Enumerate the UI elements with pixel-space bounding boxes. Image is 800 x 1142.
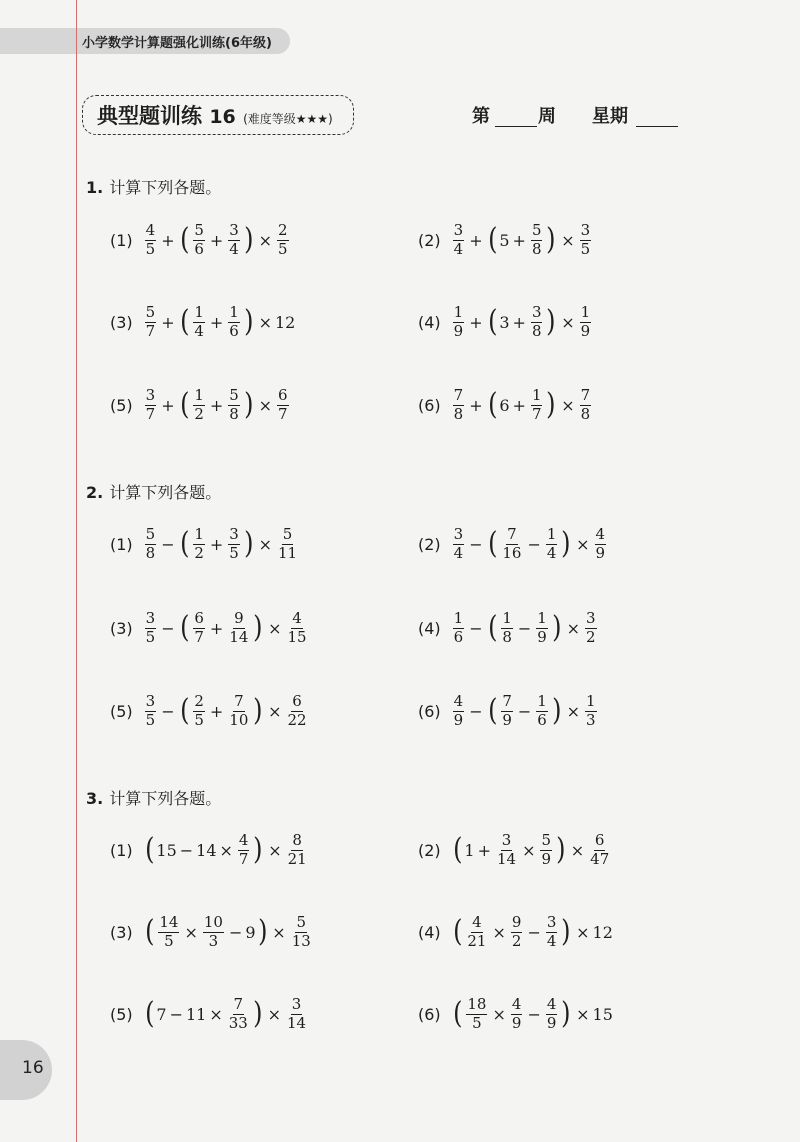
problem-2-6: (6) $\frac{4}{9}$ − ( $\frac{7}{9}$ − $\frac{1}{6}$ ) × $\frac{1}{3}$ — [418, 691, 596, 729]
week-zhou: 周 — [538, 106, 556, 127]
problem-2-3: (3) $\frac{3}{5}$ − ( $\frac{6}{7}$ + $\frac{9}{14}$ ) × $\frac{4}{15}$ — [110, 608, 307, 646]
margin-line — [76, 0, 77, 1142]
title-main-text: 典型题训练 — [97, 104, 202, 128]
title-number: 16 — [209, 106, 236, 128]
page-number: 16 — [22, 1058, 44, 1078]
week-xingqi: 星期 — [592, 106, 628, 127]
problem-2-5: (5) $\frac{3}{5}$ − ( $\frac{2}{5}$ + $\frac{7}{10}$ ) × $\frac{6}{22}$ — [110, 691, 307, 729]
problem-1-3: (3) $\frac{5}{7}$ + ( $\frac{1}{4}$ + $\frac{1}{6}$ ) × 12 — [110, 302, 296, 340]
exercise-title — [97, 100, 333, 130]
problem-3-4: (4) ( $\frac{4}{21}$ × $\frac{9}{2}$ − $\frac{3}{4}$ ) × 12 — [418, 912, 613, 950]
book-title: 小学数学计算题强化训练(6年级) — [82, 36, 272, 51]
problem-1-1: (1) $\frac{4}{5}$ + ( $\frac{5}{6}$ + $\frac{3}{4}$ ) × $\frac{2}{5}$ — [110, 220, 288, 258]
problem-1-6: (6) $\frac{7}{8}$ + ( 6 + $\frac{1}{7}$ ) × $\frac{7}{8}$ — [418, 385, 591, 423]
problem-3-1: (1) ( 15 − 14 × $\frac{4}{7}$ ) × $\frac{8}{21}$ — [110, 830, 307, 868]
problem-1-4: (4) $\frac{1}{9}$ + ( 3 + $\frac{3}{8}$ ) × $\frac{1}{9}$ — [418, 302, 591, 340]
week-di: 第 — [472, 106, 490, 127]
section-1-heading: 1. 计算下列各题。 — [86, 178, 222, 197]
week-blank[interactable] — [495, 126, 537, 127]
section-2-heading: 2. 计算下列各题。 — [86, 483, 222, 502]
problem-2-1: (1) $\frac{5}{8}$ − ( $\frac{1}{2}$ + $\frac{3}{5}$ ) × $\frac{5}{11}$ — [110, 524, 298, 562]
problem-2-4: (4) $\frac{1}{6}$ − ( $\frac{1}{8}$ − $\frac{1}{9}$ ) × $\frac{3}{2}$ — [418, 608, 596, 646]
problem-3-5: (5) ( 7 − 11 × $\frac{7}{33}$ ) × $\frac{3}{14}$ — [110, 994, 307, 1032]
problem-1-5: (5) $\frac{3}{7}$ + ( $\frac{1}{2}$ + $\frac{5}{8}$ ) × $\frac{6}{7}$ — [110, 385, 288, 423]
problem-3-6: (6) ( $\frac{18}{5}$ × $\frac{4}{9}$ − $\frac{4}{9}$ ) × 15 — [418, 994, 613, 1032]
problem-1-2: (2) $\frac{3}{4}$ + ( 5 + $\frac{5}{8}$ ) × $\frac{3}{5}$ — [418, 220, 591, 258]
problem-3-2: (2) ( 1 + $\frac{3}{14}$ × $\frac{5}{9}$ ) × $\frac{6}{47}$ — [418, 830, 610, 868]
section-3-heading: 3. 计算下列各题。 — [86, 789, 222, 808]
weekday-blank[interactable] — [636, 126, 678, 127]
difficulty-level: (难度等级★★★) — [243, 112, 333, 126]
problem-2-2: (2) $\frac{3}{4}$ − ( $\frac{7}{16}$ − $\frac{1}{4}$ ) × $\frac{4}{9}$ — [418, 524, 606, 562]
problem-3-3: (3) ( $\frac{14}{5}$ × $\frac{10}{3}$ − 9 ) × $\frac{5}{13}$ — [110, 912, 311, 950]
